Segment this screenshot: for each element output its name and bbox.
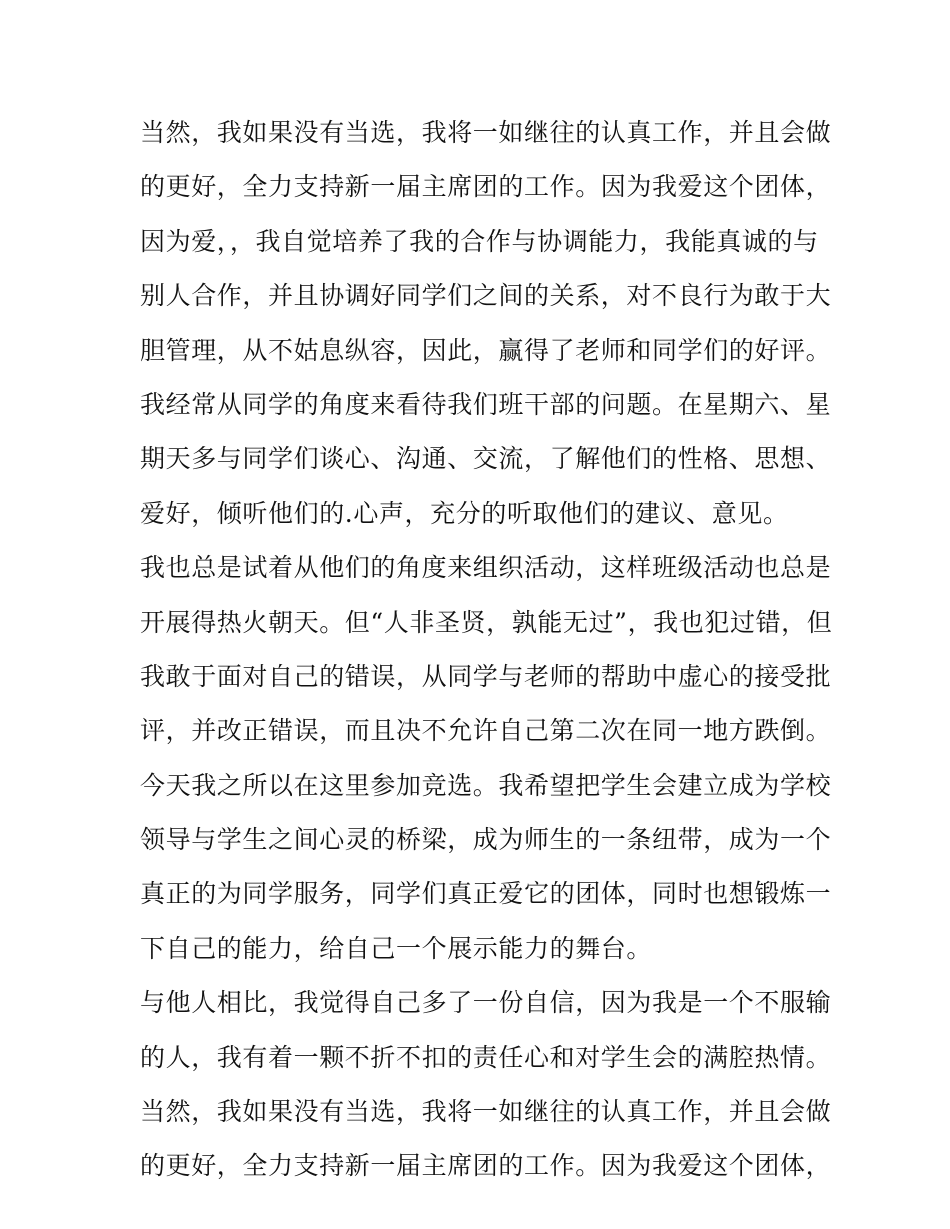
text-line: 我也总是试着从他们的角度来组织活动，这样班级活动也总是: [140, 553, 832, 583]
text-line: 与他人相比，我觉得自己多了一份自信，因为我是一个不服输: [140, 988, 832, 1018]
text-line: 下自己的能力，给自己一个展示能力的舞台。: [140, 933, 653, 963]
text-line: 今天我之所以在这里参加竞选。我希望把学生会建立成为学校: [140, 770, 832, 800]
text-line: 的人，我有着一颗不折不扣的责任心和对学生会的满腔热情。: [140, 1042, 832, 1072]
text-line: 我敢于面对自己的错误，从同学与老师的帮助中虚心的接受批: [140, 661, 832, 691]
text-line: 当然，我如果没有当选，我将一如继往的认真工作，并且会做: [140, 118, 832, 147]
text-line: 胆管理，从不姑息纵容，因此，赢得了老师和同学们的好评。: [140, 335, 832, 365]
text-line: 当然，我如果没有当选，我将一如继往的认真工作，并且会做: [140, 1097, 832, 1127]
text-line: 别人合作，并且协调好同学们之间的关系，对不良行为敢于大: [140, 281, 832, 311]
text-line: 因为爱，，我自觉培养了我的合作与协调能力，我能真诚的与: [140, 226, 819, 256]
text-line: 领导与学生之间心灵的桥梁，成为师生的一条纽带，成为一个: [140, 825, 832, 855]
text-line: 开展得热火朝天。但“人非圣贤，孰能无过”，我也犯过错，但: [140, 607, 833, 637]
text-line: 真正的为同学服务，同学们真正爱它的团体，同时也想锻炼一: [140, 879, 832, 909]
text-line: 期天多与同学们谈心、沟通、交流，了解他们的性格、思想、: [140, 444, 832, 474]
text-line: 的更好，全力支持新一届主席团的工作。因为我爱这个团体，: [140, 172, 832, 202]
text-line: 的更好，全力支持新一届主席团的工作。因为我爱这个团体，: [140, 1151, 832, 1181]
text-line: 评，并改正错误，而且决不允许自己第二次在同一地方跌倒。: [140, 716, 832, 746]
body-text: [140, 106, 833, 1194]
text-line: 我经常从同学的角度来看待我们班干部的问题。在星期六、星: [140, 389, 832, 419]
text-line: 爱好，倾听他们的.心声，充分的听取他们的建议、意见。: [140, 498, 789, 528]
